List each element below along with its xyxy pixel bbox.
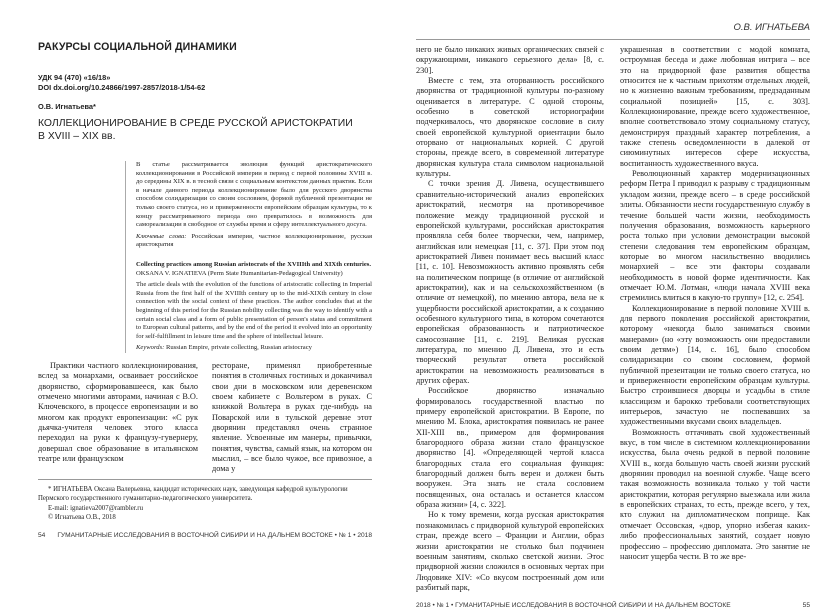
keywords-ru xyxy=(136,233,372,250)
abstract-spacer xyxy=(136,253,372,261)
keywords-ru-value: Российская империя, частное коллекционирование, русская аристократия xyxy=(136,232,372,249)
abstract-en: The article deals with the evolution of the functions of aristocratic collecting in Imperial Russia from the first half of the XVIIIth century up to the mid-XIXth century in close connection with the social context of these practices. The author concludes that at the beginning of this period for the Russian nobility collecting was the way to identify with a certain social class and a form of public presentation of person's status and commitment to European cultural patterns, and by the end of the period it evolved into an opportunity for self-fulfillment in leisure time and the sphere of intellectual leisure. xyxy=(136,281,372,340)
title-en-text: Collecting practices among Russian aristocrats of the XVIIIth and XIXth centuries. xyxy=(136,260,371,268)
journal-footer-right: 2018 • № 1 • ГУМАНИТАРНЫЕ ИССЛЕДОВАНИЯ В ВОСТОЧНОЙ СИБИРИ И НА ДАЛЬНЕМ ВОСТОКЕ xyxy=(416,602,731,610)
paragraph: Возможность оттачивать свой художественный вкус, в том числе в системном коллекционировании искусства, была очень редкой в первой половине XVIII в., когда большую часть своей жизни русский дворянин проводил на военной службе. Чаще всего такая возможность возникала только у той части аристократии, которая регулярно выезжала или жила в европейских странах, то есть, прежде всего, у тех, кто служил на дипломатическом поприще. Как отмечает Оссовская, «двор, упорно избегая каких-либо профессиональных занятий, создает новую профессию – профессию дипломата. Это занятие не наносит ущерба чести. В то же вре- xyxy=(620,427,810,561)
article-identifiers xyxy=(38,73,372,93)
right-footer xyxy=(416,601,810,610)
page-number-left: 54 xyxy=(38,531,46,539)
right-page xyxy=(416,22,810,610)
left-body xyxy=(38,361,372,475)
footnote xyxy=(38,485,372,523)
section-title: РАКУРСЫ СОЦИАЛЬНОЙ ДИНАМИКИ xyxy=(38,41,237,53)
doi-link[interactable]: DOI dx.doi.org/10.24866/1997-2857/2018-1/54-62 xyxy=(38,83,206,92)
paragraph: Вместе с тем, эта оторванность российского дворянства от традиционной культуры по-разному оценивается в литературе. С одной стороны, особенно в советской историографии подчеркивалось, что дворянское сословие в силу своей европейской культурной ориентации было оторвано от национальных корней. С другой стороны, прежде всего, в современной литературе дворянская культура стала символом национальной культуры. xyxy=(416,76,604,179)
title-en xyxy=(136,261,372,270)
left-body-column-1 xyxy=(38,361,198,475)
page-number-right: 55 xyxy=(802,602,810,610)
paragraph: украшенная в соответствии с модой комната, остроумная беседа и даже любовная интрига – все это на придворной фазе развития общества относится не к частным прихотям отдельных людей, но к жизненно важным требованиям, предзаданным социальной позицией» [15, с. 303]. Коллекционирование, прежде всего художественное, вполне соответствовало этому социальному статусу, демонстрируя праздный характер потребления, а также степень осведомленности в далекой от сиюминутных интересов сфере искусства, воспитанность художественного вкуса. xyxy=(620,45,810,168)
keywords-ru-label: Ключевые слова: xyxy=(136,232,187,240)
author-footnote: * ИГНАТЬЕВА Оксана Валерьевна, кандидат исторических наук, заведующая кафедрой культурологии Пермского государственного гуманитарно-педагогического университета. xyxy=(38,485,348,503)
paragraph: ресторане, применял приобретенные понятия в столичных гостиных и доканчивал свои дни в московском или деревенском своем кабинете с Вольтером в руках. С книжкой Вольтера в руках где-нибудь на Поварской или в тульской деревне этот дворянин представлял очень странное явление. Усвоенные им манеры, привычки, понятия, чувства, самый язык, на котором он мыслил, – все было чужое, все привозное, а дома у xyxy=(212,360,372,474)
header-divider xyxy=(416,39,810,40)
keywords-en xyxy=(136,344,372,353)
keywords-en-label: Keywords: xyxy=(136,344,165,352)
article-title xyxy=(38,118,372,143)
left-footer xyxy=(38,531,372,540)
keywords-en-value: Russian Empire, private collecting, Russian aristocracy xyxy=(164,344,312,352)
paragraph: С точки зрения Д. Ливена, осуществившего сравнительно-исторический анализ европейских аристократий, несмотря на противоречивое положение между традиционной русской и европейской культурами, российская аристократия проявляла себя более творчески, чем, например, английская или немецкая [11, с. 37]. При этом под аристократией Ливен понимает весь высший класс [11, с. 10]. Невозможность активно проявлять себя на политическом поприще (в отличие от английской аристократии), как и на сельскохозяйственном (в отличие от немецкой), по мнению автора, вела не к ущербности российской аристократии, а к созданию особенного культурного типа, в котором сочетаются европейская образованность и патриотическое самосознание [11, с. 219]. Великая русская литература, по мнению Д. Ливена, это и есть творческий результат ответа российской аристократии на невозможность реализоваться в других сферах. xyxy=(416,179,604,385)
right-body xyxy=(416,45,810,593)
right-body-column-1 xyxy=(416,45,604,593)
author-name: О.В. Игнатьева* xyxy=(38,102,96,111)
paragraph: него не было никаких живых органических связей с окружающими, никакого серьезного дела» [8, с. 230]. xyxy=(416,45,604,75)
author-en: OKSANA V. IGNATIEVA (Perm State Humanitarian-Pedagogical University) xyxy=(136,269,343,277)
paragraph: Но к тому времени, когда русская аристократия познакомилась с придворной культурой европейских стран, прежде всего – Франции и Англии, образ жизни аристократии не столько был подчинен военным занятиям, сколько светской жизни. Этос придворной жизни сложился в основных чертах при Людовике XIV: «Со вкусом построенный дом или разбитый парк, xyxy=(416,510,604,592)
footnote-divider xyxy=(38,479,372,480)
article-title-line-2: В XVIII – XIX вв. xyxy=(38,130,116,142)
abstract-ru: В статье рассматривается эволюция функций аристократического коллекционирования в Российской империи в период с первой половины XVIII в. до середины XIX в. в тесной связи с социальным контекстом данных практик. Если в начале данного периода коллекционирование было для русского дворянства способом солидаризации со своим сословием, формой публичной презентации не только своего статуса, но и приверженности европейским образцам культуры, то к концу рассматриваемого периода оно превратилось в возможность для самореализации в свободное от службы время и сферу интеллектуального досуга. xyxy=(136,161,372,229)
copyright: © Игнатьева О.В., 2018 xyxy=(48,514,116,522)
udk-code: УДК 94 (470) «16/18» xyxy=(38,73,111,82)
paragraph: Практики частного коллекционирования, вслед за монархами, осваивает российское дворянство, сформировавшееся, как было отмечено многими авторами, начиная с В.О. Ключевского, в процессе европеизации и во многом как продукт европеизации: «С рук дьячка-учителя человек этого класса переходил на руки к французу-гувернеру, довершал свое образование в итальянском театре или французском xyxy=(38,360,198,463)
left-body-column-2 xyxy=(212,361,372,475)
journal-footer-left: ГУМАНИТАРНЫЕ ИССЛЕДОВАНИЯ В ВОСТОЧНОЙ СИБИРИ И НА ДАЛЬНЕМ ВОСТОКЕ • № 1 • 2018 xyxy=(57,531,372,539)
author-email[interactable]: E-mail: ignatieva2007@rambler.ru xyxy=(48,504,143,512)
article-title-line-1: КОЛЛЕКЦИОНИРОВАНИЕ В СРЕДЕ РУССКОЙ АРИСТОКРАТИИ xyxy=(38,118,353,129)
paragraph: Коллекционирование в первой половине XVIII в. для первого поколения российской аристократии, которому «некогда было заниматься своими манерами» (но «эту возможность они предоставили своим детям») [14, с. 16], было способом солидаризации со своим сословием, формой публичной презентации не только своего статуса, но и приверженности европейским образцам культуры. Быстро строившиеся дворцы и усадьбы в стиле классицизм и барокко требовали соответствующих интерьеров, зачастую не поспевавших за художественными вкусами своих владельцев. xyxy=(620,303,810,427)
left-page xyxy=(38,41,372,540)
running-head: О.В. ИГНАТЬЕВА xyxy=(733,22,810,33)
right-body-column-2 xyxy=(620,45,810,593)
paragraph: Революционный характер модернизационных реформ Петра I приводил к разрыву с традиционным укладом жизни, прежде всего – в среде российской элиты. Обязанности нести государственную службу в течение большей части жизни, необходимость получения образования, возможность карьерного роста только при условии демонстрации высокой степени следования тем европейским образцам, которые во многом насильственно вводились монархией – все эти факторы создавали необходимость в новой форме идентичности. Как отмечает Ю.М. Лотман, «люди начала XVIII века стремились влиться в какую-то группу» [12, с. 254]. xyxy=(620,169,810,303)
paragraph: Российское дворянство изначально формировалось государственной властью по примеру европейской аристократии. В Европе, по мнению М. Блока, аристократия появилась не ранее XII-XIII вв., примером для формирования благородного образа жизни стало французское дворянство [4]. «Определяющей чертой класса благородных стала его социальная функция: благородный должен быть верен и должен быть вооружен. Эта знать не стала сословием посвященных, она осталась и останется классом образа жизни» [4, с. 322]. xyxy=(416,386,604,510)
abstract-box xyxy=(125,161,372,353)
